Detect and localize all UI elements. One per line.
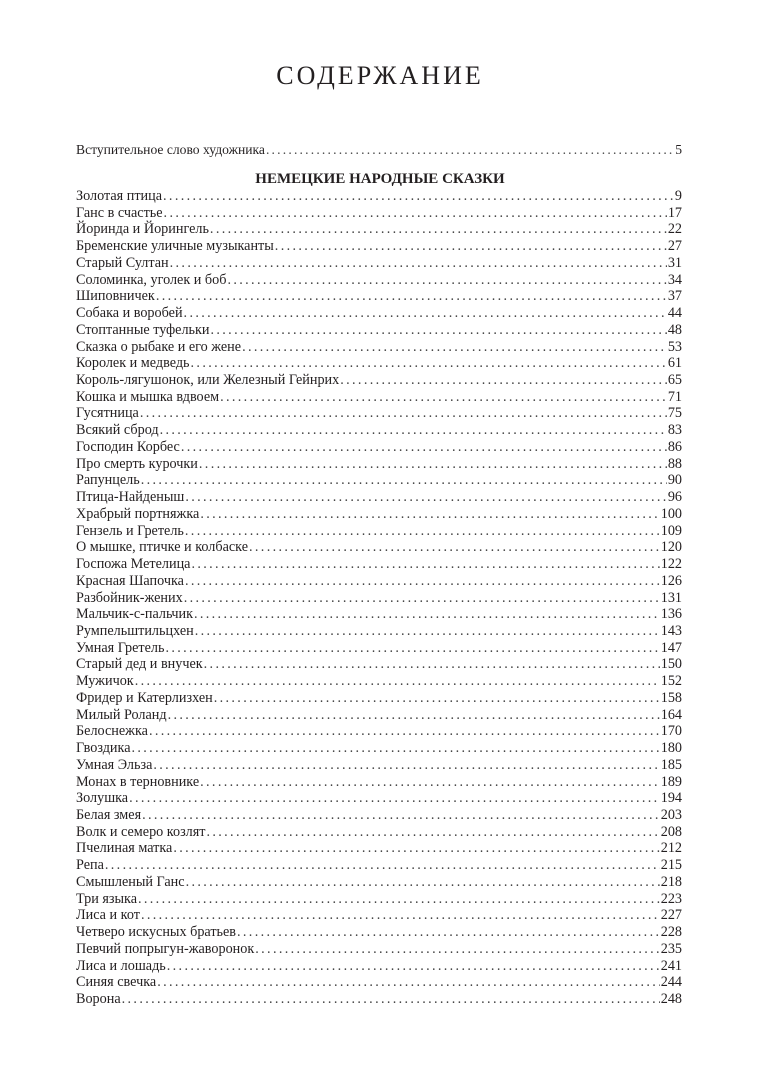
toc-entry-page: 17 bbox=[667, 204, 682, 221]
toc-entry-page: 235 bbox=[660, 940, 682, 957]
toc-entry[interactable] bbox=[76, 539, 682, 555]
dot-leader bbox=[157, 974, 660, 990]
toc-entry-page: 215 bbox=[660, 857, 682, 874]
toc-entry-page: 109 bbox=[660, 522, 682, 539]
toc-entry[interactable] bbox=[76, 874, 682, 890]
toc-entry-page: 158 bbox=[660, 689, 682, 706]
toc-entry-label: Смышленый Ганс bbox=[76, 873, 185, 890]
toc-entry-label: Гензель и Гретель bbox=[76, 522, 184, 539]
dot-leader bbox=[194, 606, 660, 622]
dot-leader bbox=[255, 941, 659, 957]
toc-entry-page: 120 bbox=[660, 539, 682, 556]
toc-entry-label: Всякий сброд bbox=[76, 422, 159, 439]
dot-leader bbox=[149, 723, 660, 739]
dot-leader bbox=[199, 456, 667, 472]
toc-entry-page: 208 bbox=[660, 823, 682, 840]
dot-leader bbox=[105, 857, 660, 873]
dot-leader bbox=[220, 389, 667, 405]
toc-entry[interactable] bbox=[76, 723, 682, 739]
dot-leader bbox=[141, 472, 667, 488]
dot-leader bbox=[185, 523, 660, 539]
toc-entry-page: 44 bbox=[667, 305, 682, 322]
toc-entry[interactable] bbox=[76, 322, 682, 338]
dot-leader bbox=[167, 958, 660, 974]
toc-entry-label: Бременские уличные музыканты bbox=[76, 238, 274, 255]
toc-entry-page: 22 bbox=[667, 221, 682, 238]
dot-leader bbox=[140, 405, 667, 421]
toc-entry-label: Рапунцель bbox=[76, 472, 140, 489]
toc-entry-page: 143 bbox=[660, 622, 682, 639]
toc-entry-label: Старый Султан bbox=[76, 254, 169, 271]
toc-entry-label: Репа bbox=[76, 857, 104, 874]
toc-entry-label: Соломинка, уголек и боб bbox=[76, 271, 227, 288]
toc-entry-label: Птица-Найденыш bbox=[76, 489, 185, 506]
toc-entry[interactable] bbox=[76, 439, 682, 455]
dot-leader bbox=[275, 238, 667, 254]
toc-entry-page: 244 bbox=[660, 974, 682, 991]
toc-entry[interactable] bbox=[76, 238, 682, 254]
toc-entry-page: 212 bbox=[660, 840, 682, 857]
toc-entry[interactable] bbox=[76, 673, 682, 689]
toc-entry[interactable] bbox=[76, 255, 682, 271]
toc-entry[interactable] bbox=[76, 221, 682, 237]
toc-entry-label: Ворона bbox=[76, 991, 121, 1008]
toc-entry-label: Красная Шапочка bbox=[76, 572, 184, 589]
toc-entry[interactable] bbox=[76, 573, 682, 589]
toc-entry-page: 223 bbox=[660, 890, 682, 907]
dot-leader bbox=[163, 188, 674, 204]
toc-entry-page: 248 bbox=[660, 991, 682, 1008]
toc-entry-label: Милый Роланд bbox=[76, 706, 167, 723]
dot-leader bbox=[214, 690, 660, 706]
toc-entry-page: 48 bbox=[667, 321, 682, 338]
dot-leader bbox=[200, 506, 659, 522]
toc-entry-label: Белоснежка bbox=[76, 723, 148, 740]
toc-entry[interactable] bbox=[76, 456, 682, 472]
toc-entry-label: Гвоздика bbox=[76, 740, 131, 757]
dot-leader bbox=[185, 573, 660, 589]
toc-entry-page: 34 bbox=[667, 271, 682, 288]
toc-entry-label: Лиса и лошадь bbox=[76, 957, 166, 974]
toc-entry-page: 83 bbox=[667, 422, 682, 439]
toc-entry[interactable] bbox=[76, 707, 682, 723]
dot-leader bbox=[181, 439, 667, 455]
toc-entry[interactable] bbox=[76, 958, 682, 974]
toc-entry-page: 194 bbox=[660, 790, 682, 807]
dot-leader bbox=[237, 924, 660, 940]
dot-leader bbox=[129, 790, 660, 806]
dot-leader bbox=[142, 807, 660, 823]
dot-leader bbox=[185, 489, 666, 505]
toc-entry-label: Шиповничек bbox=[76, 288, 155, 305]
toc-entry-page: 241 bbox=[660, 957, 682, 974]
toc-entry[interactable] bbox=[76, 807, 682, 823]
dot-leader bbox=[204, 656, 660, 672]
toc-entry-label: Ганс в счастье bbox=[76, 204, 163, 221]
toc-entry-page: 96 bbox=[667, 489, 682, 506]
toc-entry-page: 164 bbox=[660, 706, 682, 723]
toc-entry-page: 9 bbox=[674, 188, 682, 204]
toc-entry[interactable] bbox=[76, 472, 682, 488]
toc-entry[interactable] bbox=[76, 941, 682, 957]
toc-entry-label: Стоптанные туфельки bbox=[76, 321, 210, 338]
toc-entry-label: Разбойник-жених bbox=[76, 589, 183, 606]
toc-entry[interactable] bbox=[76, 506, 682, 522]
toc-entry-label: Королек и медведь bbox=[76, 355, 190, 372]
toc-entry-label: Четверо искусных братьев bbox=[76, 924, 237, 941]
toc-entry-page: 90 bbox=[667, 472, 682, 489]
toc-entry-page: 228 bbox=[660, 924, 682, 941]
toc-entry[interactable] bbox=[76, 991, 682, 1007]
toc-entry-page: 53 bbox=[667, 338, 682, 355]
toc-entry-page: 203 bbox=[660, 807, 682, 823]
dot-leader bbox=[164, 205, 667, 221]
toc-entry-page: 218 bbox=[660, 873, 682, 890]
toc-entry-label: Певчий попрыгун-жаворонок bbox=[76, 940, 255, 957]
dot-leader bbox=[249, 539, 660, 555]
toc-entry-label: Синяя свечка bbox=[76, 974, 157, 991]
dot-leader bbox=[195, 623, 660, 639]
toc-entry[interactable] bbox=[76, 372, 682, 388]
dot-leader bbox=[141, 907, 660, 923]
toc-entry-page: 189 bbox=[660, 773, 682, 790]
dot-leader bbox=[135, 673, 660, 689]
dot-leader bbox=[122, 991, 660, 1007]
toc-entry-label: Гусятница bbox=[76, 405, 139, 422]
toc-entry[interactable] bbox=[76, 205, 682, 221]
toc-entry[interactable] bbox=[76, 422, 682, 438]
toc-entry[interactable] bbox=[76, 774, 682, 790]
toc-entry[interactable] bbox=[76, 556, 682, 572]
toc-entry-page: 86 bbox=[667, 438, 682, 455]
toc-entry-label: Сказка о рыбаке и его жене bbox=[76, 338, 242, 355]
toc-entry-label: Мужичок bbox=[76, 673, 134, 690]
toc-entry-label: Вступительное слово художника bbox=[76, 142, 265, 157]
toc-entry-label: Белая змея bbox=[76, 807, 142, 823]
toc-entry-page: 227 bbox=[660, 907, 682, 924]
toc-entry[interactable] bbox=[76, 590, 682, 606]
dot-leader bbox=[138, 891, 660, 907]
toc-entry-intro[interactable] bbox=[76, 142, 682, 158]
dot-leader bbox=[160, 422, 667, 438]
toc-entry[interactable] bbox=[76, 891, 682, 907]
toc-entry-label: Господин Корбес bbox=[76, 438, 180, 455]
toc-entry-label: Мальчик-с-пальчик bbox=[76, 606, 193, 623]
toc-entry[interactable] bbox=[76, 757, 682, 773]
toc-entry[interactable] bbox=[76, 907, 682, 923]
toc-entry-page: 185 bbox=[660, 756, 682, 773]
toc-entry-label: Лиса и кот bbox=[76, 907, 140, 924]
dot-leader bbox=[173, 840, 659, 856]
dot-leader bbox=[184, 305, 667, 321]
dot-leader bbox=[132, 740, 660, 756]
toc-entry[interactable] bbox=[76, 339, 682, 355]
toc-entry-label: Про смерть курочки bbox=[76, 455, 198, 472]
toc-entry-page: 88 bbox=[667, 455, 682, 472]
toc-entry-page: 150 bbox=[660, 656, 682, 673]
dot-leader bbox=[211, 322, 667, 338]
dot-leader bbox=[168, 707, 660, 723]
toc-entry-label: Пчелиная матка bbox=[76, 840, 173, 857]
dot-leader bbox=[227, 272, 666, 288]
toc-entry[interactable] bbox=[76, 840, 682, 856]
toc-entry-label: Умная Эльза bbox=[76, 756, 153, 773]
toc-entry-label: Монах в терновнике bbox=[76, 773, 200, 790]
toc-entry[interactable] bbox=[76, 389, 682, 405]
toc-entry-label: О мышке, птичке и колбаске bbox=[76, 539, 249, 556]
toc-entry-label: Король-лягушонок, или Железный Гейнрих bbox=[76, 372, 340, 389]
toc-entry[interactable] bbox=[76, 974, 682, 990]
dot-leader bbox=[340, 372, 667, 388]
toc-entry-label: Три языка bbox=[76, 890, 137, 907]
toc-entry-label: Собака и воробей bbox=[76, 305, 183, 322]
toc-entry-page: 65 bbox=[667, 372, 682, 389]
dot-leader bbox=[206, 824, 659, 840]
toc-entry[interactable] bbox=[76, 188, 682, 204]
dot-leader bbox=[266, 142, 674, 158]
dot-leader bbox=[191, 556, 659, 572]
page-title: СОДЕРЖАНИЕ bbox=[276, 61, 484, 90]
toc-entry[interactable] bbox=[76, 405, 682, 421]
toc-entry-label: Йоринда и Йорингель bbox=[76, 221, 209, 238]
toc-entry[interactable] bbox=[76, 656, 682, 672]
toc-entry-page: 147 bbox=[660, 639, 682, 656]
dot-leader bbox=[186, 874, 660, 890]
dot-leader bbox=[242, 339, 667, 355]
toc-entry-page: 100 bbox=[660, 505, 682, 522]
toc-entry[interactable] bbox=[76, 305, 682, 321]
toc-entry[interactable] bbox=[76, 857, 682, 873]
toc-entry[interactable] bbox=[76, 824, 682, 840]
toc-entry-page: 122 bbox=[660, 556, 682, 573]
toc-entry-page: 27 bbox=[667, 238, 682, 255]
dot-leader bbox=[156, 288, 667, 304]
toc-entry-label: Умная Гретель bbox=[76, 639, 165, 656]
toc-entry-label: Золушка bbox=[76, 790, 129, 807]
dot-leader bbox=[170, 255, 667, 271]
dot-leader bbox=[191, 355, 667, 371]
toc-entry[interactable] bbox=[76, 640, 682, 656]
toc-entry[interactable] bbox=[76, 924, 682, 940]
dot-leader bbox=[210, 221, 667, 237]
toc-entry-label: Волк и семеро козлят bbox=[76, 823, 206, 840]
toc-entry-page: 31 bbox=[667, 254, 682, 271]
toc-entry[interactable] bbox=[76, 740, 682, 756]
toc-entry-page: 5 bbox=[675, 142, 682, 157]
toc-entry[interactable] bbox=[76, 523, 682, 539]
toc-entry-label: Золотая птица bbox=[76, 188, 163, 204]
toc-entry[interactable] bbox=[76, 355, 682, 371]
toc-entry-page: 152 bbox=[660, 673, 682, 690]
toc-entry-label: Румпельштильцхен bbox=[76, 622, 194, 639]
toc-entry[interactable] bbox=[76, 288, 682, 304]
toc-entry-label: Старый дед и внучек bbox=[76, 656, 203, 673]
dot-leader bbox=[165, 640, 659, 656]
toc-entry-page: 136 bbox=[660, 606, 682, 623]
section-heading: НЕМЕЦКИЕ НАРОДНЫЕ СКАЗКИ bbox=[255, 171, 505, 187]
dot-leader bbox=[200, 774, 660, 790]
toc-entry[interactable] bbox=[76, 606, 682, 622]
toc-entry-page: 170 bbox=[660, 723, 682, 740]
toc-entry-page: 37 bbox=[667, 288, 682, 305]
toc-entry-label: Фридер и Катерлизхен bbox=[76, 689, 213, 706]
toc-entry[interactable] bbox=[76, 790, 682, 806]
dot-leader bbox=[184, 590, 660, 606]
toc-entry[interactable] bbox=[76, 272, 682, 288]
toc-entry-label: Госпожа Метелица bbox=[76, 556, 191, 573]
dot-leader bbox=[153, 757, 659, 773]
toc-entry-page: 71 bbox=[667, 388, 682, 405]
toc-entry[interactable] bbox=[76, 690, 682, 706]
toc-entry-label: Кошка и мышка вдвоем bbox=[76, 388, 220, 405]
toc-entry[interactable] bbox=[76, 489, 682, 505]
toc-entry-label: Храбрый портняжка bbox=[76, 505, 200, 522]
toc-entry[interactable] bbox=[76, 623, 682, 639]
toc-entry-page: 180 bbox=[660, 740, 682, 757]
toc-entry-page: 61 bbox=[667, 355, 682, 372]
toc-entry-page: 126 bbox=[660, 572, 682, 589]
toc-entry-page: 131 bbox=[660, 589, 682, 606]
toc-entry-page: 75 bbox=[667, 405, 682, 422]
